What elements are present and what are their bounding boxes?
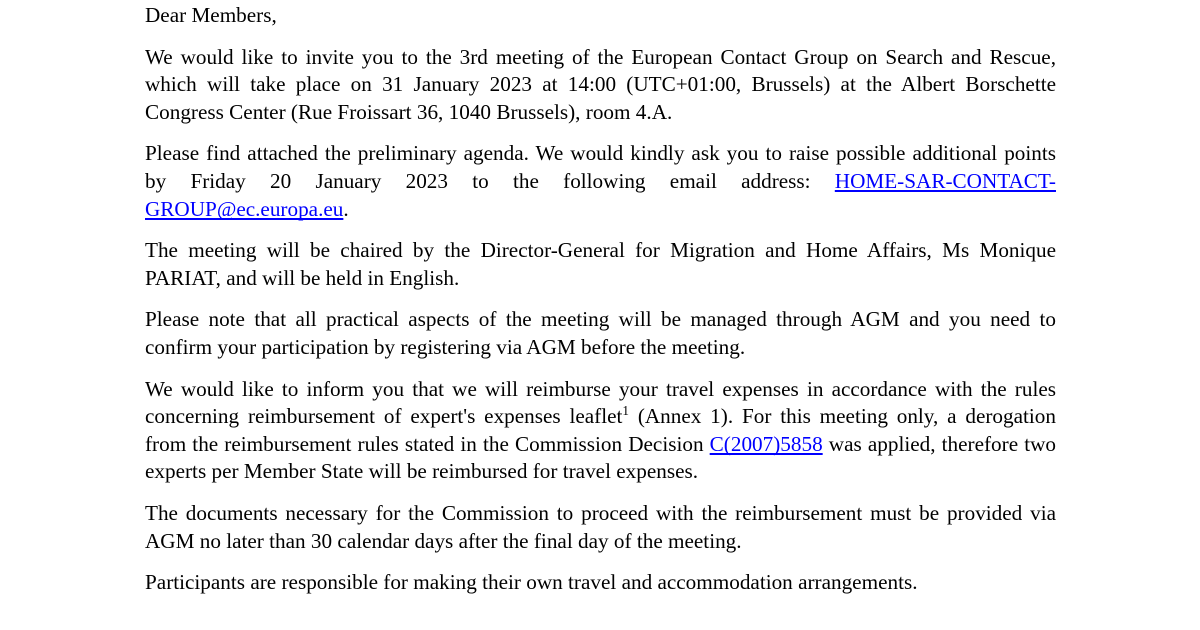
letter-body [145,0,1056,597]
paragraph-documents: The documents necessary for the Commission to proceed with the reimbursement must be provided via AGM no later than 30 calendar days after the final day of the meeting. [145,500,1056,553]
paragraph-chair: The meeting will be chaired by the Director-General for Migration and Home Affairs, Ms Monique PARIAT, and will be held in English. [145,238,1056,290]
salutation: Dear Members, [145,3,277,27]
decision-link-c2007-5858[interactable]: C(2007)5858 [709,431,823,456]
paragraph-participants: Participants are responsible for making their own travel and accommodation arrangements. [145,570,918,595]
paragraph-agenda-text-before-link: Please find attached the preliminary agenda. We would kindly ask you to raise possible additional points by Friday 20 January 2023 to the following email address: [145,141,1056,193]
paragraph-agenda-text-after-link: . [343,196,349,221]
paragraph-reimbursement-text-part-3: was applied, therefore two experts per Member State will be reimbursed for travel expenses. [145,431,1056,484]
footnote-reference-marker[interactable]: 1 [622,403,629,419]
paragraph-agm: Please note that all practical aspects of the meeting will be managed through AGM and you need to confirm your participation by registering via AGM before the meeting. [145,307,1056,359]
paragraph-agenda [145,140,1056,223]
paragraph-reimbursement-text-part-1: We would like to inform you that we will reimburse your travel expenses in accordance with the rules concerning reimbursement of expert's expenses leaflet [145,376,1056,429]
email-link-home-sar-contact-group[interactable]: HOME-SAR-CONTACT-GROUP@ec.europa.eu [145,168,1056,221]
paragraph-invitation: We would like to invite you to the 3rd meeting of the European Contact Group on Search and Rescue, which will take place on 31 January 2023 at 14:00 (UTC+01:00, Brussels) at the Albert Borschette Congress Center (Rue Froissart 36, 1040 Brussels), room 4.A. [145,44,1056,124]
paragraph-reimbursement-text-part-2: (Annex 1). For this meeting only, a derogation from the reimbursement rules stated in the Commission Decision [145,404,1056,456]
paragraph-reimbursement [145,376,1056,486]
